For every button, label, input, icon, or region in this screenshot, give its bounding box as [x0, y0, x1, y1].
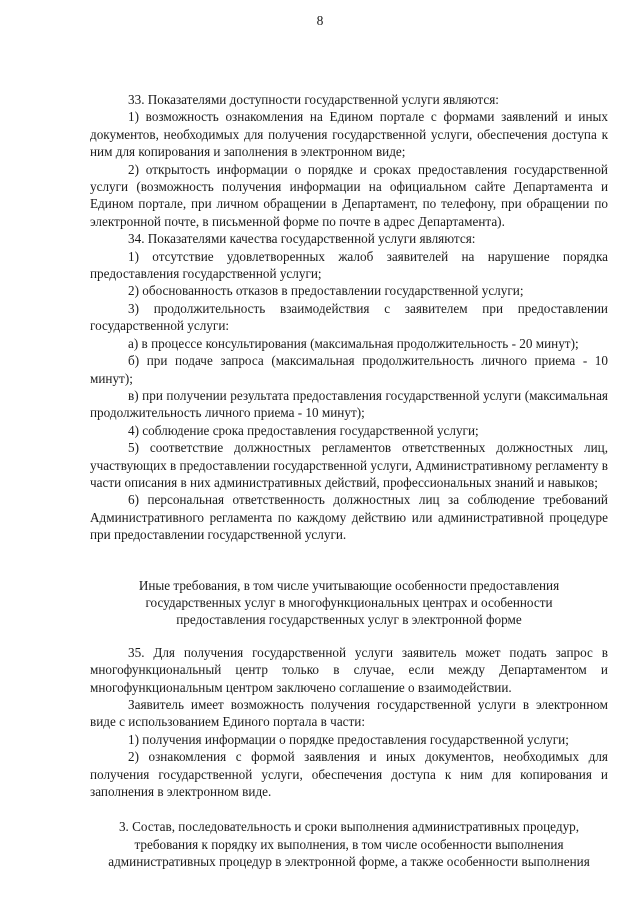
paragraph: Заявитель имеет возможность получения государственной услуги в электронном виде с использованием Единого портала в части: — [90, 697, 608, 730]
paragraph: 2) открытость информации о порядке и сроках предоставления государственной услуги (возможность получения информации на официальном сайте Департамента и Едином портале, при личном обращении в Департамент, по телефону, при обращении по электронной почте, в письменной форме по почте в адрес Департамента). — [90, 161, 608, 229]
paragraph: б) при подаче запроса (максимальная продолжительность личного приема - 10 минут); — [90, 353, 608, 386]
paragraph: 2) обоснованность отказов в предоставлении государственной услуги; — [128, 283, 524, 299]
paragraph: 5) соответствие должностных регламентов ответственных должностных лиц, участвующих в предоставлении государственной услуги, Административному регламенту в части описания в них административных действий, профессиональных знаний и навыков; — [90, 440, 608, 490]
paragraph: 35. Для получения государственной услуги заявитель может подать запрос в многофункциональный центр только в случае, если между Департаментом и многофункциональным центром заключено соглашение о взаимодействии. — [90, 644, 608, 695]
paragraph: 6) персональная ответственность должностных лиц за соблюдение требований Административного регламента по каждому действию или административной процедуре при предоставлении государственной услуги. — [90, 492, 608, 543]
document-body — [90, 91, 608, 871]
paragraph: 3) продолжительность взаимодействия с заявителем при предоставлении государственной услуги: — [90, 300, 608, 334]
paragraph: 1) получения информации о порядке предоставления государственной услуги; — [128, 731, 569, 747]
paragraph: 34. Показателями качества государственной услуги являются: — [128, 231, 476, 247]
paragraph: 1) отсутствие удовлетворенных жалоб заявителей на нарушение порядка предоставления государственной услуги; — [90, 248, 608, 282]
paragraph: 33. Показателями доступности государственной услуги являются: — [128, 92, 499, 107]
paragraph: в) при получении результата предоставления государственной услуги (максимальная продолжительность личного приема - 10 минут); — [90, 387, 608, 421]
section-heading: Иные требования, в том числе учитывающие особенности предоставления государственных услуг в многофункциональных центрах и особенности предоставления государственных услуг в электронной форме — [138, 577, 560, 628]
paragraph: 1) возможность ознакомления на Едином портале с формами заявлений и иных документов, необходимых для получения государственной услуги, обеспечения доступа к ним для копирования и заполнения в электронном виде; — [90, 109, 608, 160]
paragraph: 2) ознакомления с формой заявления и иных документов, необходимых для получения государственной услуги, обеспечения доступа к ним для копирования и заполнения в электронном виде. — [90, 749, 608, 800]
paragraph: а) в процессе консультирования (максимальная продолжительность - 20 минут); — [128, 335, 579, 351]
chapter-heading: 3. Состав, последовательность и сроки выполнения административных процедур, требования к порядку их выполнения, в том числе особенности выполнения административных процедур в электронной форме, а также особенности выполнения — [108, 819, 590, 870]
paragraph: 4) соблюдение срока предоставления государственной услуги; — [128, 422, 479, 438]
page-number: 8 — [316, 13, 324, 28]
